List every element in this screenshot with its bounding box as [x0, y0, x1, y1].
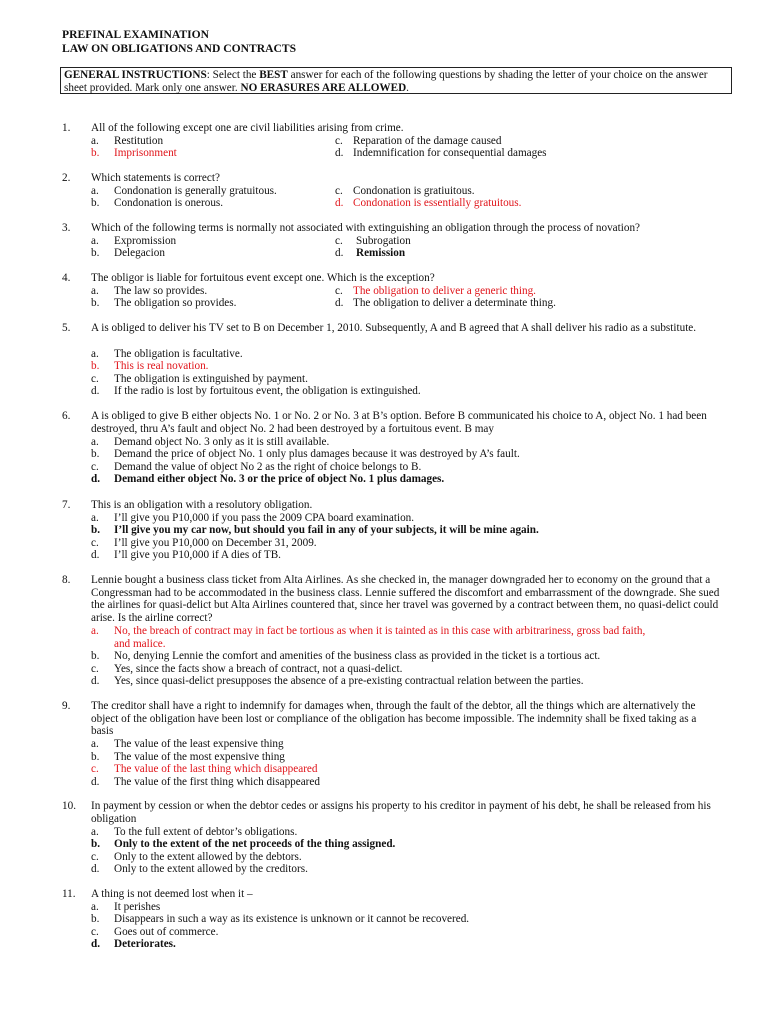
question-number: 6. — [62, 410, 71, 422]
option-letter: d. — [91, 863, 100, 875]
option-text: The obligation so provides. — [114, 297, 237, 309]
option-text: The value of the least expensive thing — [114, 738, 284, 750]
option-letter: c. — [91, 663, 99, 675]
question-stem: This is an obligation with a resolutory obligation. — [91, 499, 313, 511]
option-letter: b. — [91, 297, 100, 309]
option-letter: c. — [91, 763, 99, 775]
exam-subject: LAW ON OBLIGATIONS AND CONTRACTS — [62, 42, 297, 55]
option-text: The law so provides. — [114, 285, 208, 297]
option-text: The value of the most expensive thing — [114, 751, 285, 763]
option-text: The obligation to deliver a determinate thing. — [353, 297, 556, 309]
question-stem: A thing is not deemed lost when it – — [91, 888, 253, 900]
instructions-text-2: answer for each of the following questions by shading the letter of your choice on the answer sheet provided. Mark only one answer. — [64, 69, 708, 94]
option-letter: a. — [91, 625, 99, 637]
question-number: 8. — [62, 574, 71, 586]
question-stem: Lennie bought a business class ticket from Alta Airlines. As she checked in, the manager downgraded her to economy on the ground that a Congressman had to be accommodated in the business class. Lennie suffered the discomfort and embarrassment of the downgrade. She sued the airlines for quasi-delict but Alta Airlines countered that, since her travel was governed by a contract between them, no quasi-delict could arise. Is the airline correct? — [91, 574, 720, 624]
option-letter: d. — [91, 938, 101, 950]
option-text: If the radio is lost by fortuitous event, the obligation is extinguished. — [114, 385, 421, 397]
exam-header — [62, 28, 296, 56]
option-letter: c. — [91, 537, 99, 549]
option-letter: b. — [91, 197, 100, 209]
question-stem: All of the following except one are civil liabilities arising from crime. — [91, 122, 404, 134]
option-text: Delegacion — [114, 247, 165, 259]
option-letter: b. — [91, 838, 101, 850]
option-text: Indemnification for consequential damages — [353, 147, 547, 159]
option-letter: d. — [335, 247, 344, 259]
option-text: Demand either object No. 3 or the price of object No. 1 plus damages. — [114, 473, 445, 485]
option-text: Condonation is generally gratuitous. — [114, 185, 277, 197]
option-text: Demand object No. 3 only as it is still available. — [114, 436, 330, 448]
question-number: 1. — [62, 122, 71, 134]
option-letter: c. — [335, 185, 343, 197]
option-text: Imprisonment — [114, 147, 177, 159]
option-letter: b. — [91, 751, 100, 763]
option-text: Expromission — [114, 235, 177, 247]
option-text: Disappears in such a way as its existence is unknown or it cannot be recovered. — [114, 913, 470, 925]
option-text: Condonation is gratiuitous. — [353, 185, 475, 197]
option-letter: d. — [91, 675, 100, 687]
option-letter: c. — [91, 926, 99, 938]
option-text: No, denying Lennie the comfort and amenities of the business class as provided in the ticket is a tortious act. — [114, 650, 601, 662]
option-letter: b. — [91, 360, 100, 372]
option-letter: a. — [91, 348, 99, 360]
general-instructions-box — [60, 67, 732, 94]
question-number: 10. — [62, 800, 76, 812]
instructions-text-1: : Select the — [206, 69, 260, 81]
option-text: I’ll give you P10,000 on December 31, 2009. — [114, 537, 317, 549]
instructions-no-erasures: NO ERASURES ARE ALLOWED — [240, 81, 407, 94]
instructions-best: BEST — [259, 69, 288, 81]
option-letter: b. — [91, 448, 100, 460]
option-letter: d. — [335, 297, 344, 309]
option-letter: a. — [91, 901, 99, 913]
option-letter: c. — [91, 461, 99, 473]
question-number: 9. — [62, 700, 71, 712]
option-text: I’ll give you P10,000 if you pass the 2009 CPA board examination. — [114, 512, 415, 524]
option-letter: a. — [91, 436, 99, 448]
option-text: Remission — [356, 247, 406, 259]
question-number: 3. — [62, 222, 71, 234]
option-letter: d. — [91, 473, 101, 485]
option-letter: d. — [335, 147, 344, 159]
option-text: The value of the last thing which disappeared — [114, 763, 318, 775]
question-stem: The obligor is liable for fortuitous event except one. Which is the exception? — [91, 272, 435, 284]
option-letter: a. — [91, 738, 99, 750]
option-text: Subrogation — [356, 235, 411, 247]
question-stem: A is obliged to give B either objects No. 1 or No. 2 or No. 3 at B’s option. Before B communicated his choice to A, object No. 1 had been destroyed, thru A’s fault and object No. 2 had been destroyed by a fortuitous event. B may — [91, 410, 707, 435]
option-letter: b. — [91, 524, 101, 536]
question-stem: A is obliged to deliver his TV set to B on December 1, 2010. Subsequently, A and B agreed that A shall deliver his radio as a substitute. — [91, 322, 697, 334]
option-text: The obligation is extinguished by payment. — [114, 373, 308, 385]
option-text: Demand the value of object No 2 as the right of choice belongs to B. — [114, 461, 422, 473]
option-letter: b. — [91, 650, 100, 662]
question-number: 7. — [62, 499, 71, 511]
question-stem: In payment by cession or when the debtor cedes or assigns his property to his creditor in payment of his debt, he shall be released from his obligation — [91, 800, 711, 825]
option-letter: a. — [91, 285, 99, 297]
question-number: 2. — [62, 172, 71, 184]
option-text: Yes, since quasi-delict presupposes the absence of a pre-existing contractual relation between the parties. — [114, 675, 584, 687]
option-text: The obligation to deliver a generic thing. — [353, 285, 536, 297]
option-letter: a. — [91, 235, 99, 247]
instructions-text-3: . — [406, 81, 409, 94]
option-letter: a. — [91, 185, 99, 197]
option-letter: b. — [91, 147, 100, 159]
option-text: Yes, since the facts show a breach of contract, not a quasi-delict. — [114, 663, 403, 675]
option-letter: c. — [91, 851, 99, 863]
option-text: Goes out of commerce. — [114, 926, 219, 938]
option-letter: a. — [91, 135, 99, 147]
question-number: 4. — [62, 272, 71, 284]
option-letter: d. — [335, 197, 344, 209]
option-letter: b. — [91, 913, 100, 925]
option-letter: d. — [91, 385, 100, 397]
option-text: To the full extent of debtor’s obligations. — [114, 826, 298, 838]
option-text: I’ll give you P10,000 if A dies of TB. — [114, 549, 281, 561]
question-stem: Which of the following terms is normally not associated with extinguishing an obligation through the process of novation? — [91, 222, 641, 234]
option-letter: d. — [91, 549, 100, 561]
option-text: Restitution — [114, 135, 164, 147]
instructions-label: GENERAL INSTRUCTIONS — [64, 69, 207, 81]
option-letter: b. — [91, 247, 100, 259]
option-letter: a. — [91, 826, 99, 838]
option-letter: c. — [335, 285, 343, 297]
option-text: This is real novation. — [114, 360, 209, 372]
option-text-continued: and malice. — [114, 638, 166, 650]
option-text: The obligation is facultative. — [114, 348, 243, 360]
option-text: Only to the extent of the net proceeds of the thing assigned. — [114, 838, 396, 850]
option-text: Demand the price of object No. 1 only plus damages because it was destroyed by A’s fault. — [114, 448, 520, 460]
option-text: Deteriorates. — [114, 938, 176, 950]
option-letter: c. — [335, 235, 343, 247]
option-letter: c. — [91, 373, 99, 385]
option-letter: c. — [335, 135, 343, 147]
question-stem: Which statements is correct? — [91, 172, 220, 184]
option-text: It perishes — [114, 901, 161, 913]
option-text: The value of the first thing which disappeared — [114, 776, 320, 788]
option-text: Condonation is onerous. — [114, 197, 224, 209]
question-number: 5. — [62, 322, 71, 334]
option-letter: d. — [91, 776, 100, 788]
option-text: Condonation is essentially gratuitous. — [353, 197, 522, 209]
option-text: Reparation of the damage caused — [353, 135, 502, 147]
exam-title: PREFINAL EXAMINATION — [62, 28, 209, 41]
option-letter: a. — [91, 512, 99, 524]
question-number: 11. — [62, 888, 76, 900]
option-text: Only to the extent allowed by the debtors. — [114, 851, 302, 863]
option-text: No, the breach of contract may in fact be tortious as when it is tainted as in this case with arbitrariness, gross bad faith, — [114, 625, 646, 637]
option-text: Only to the extent allowed by the creditors. — [114, 863, 308, 875]
option-text: I’ll give you my car now, but should you fail in any of your subjects, it will be mine again. — [114, 524, 539, 536]
question-stem: The creditor shall have a right to indemnify for damages when, through the fault of the debtor, all the things which are alternatively the object of the obligation have been lost or compliance of the obligation has become impossible. The indemnity shall be fixed taking as a basis — [91, 700, 697, 738]
